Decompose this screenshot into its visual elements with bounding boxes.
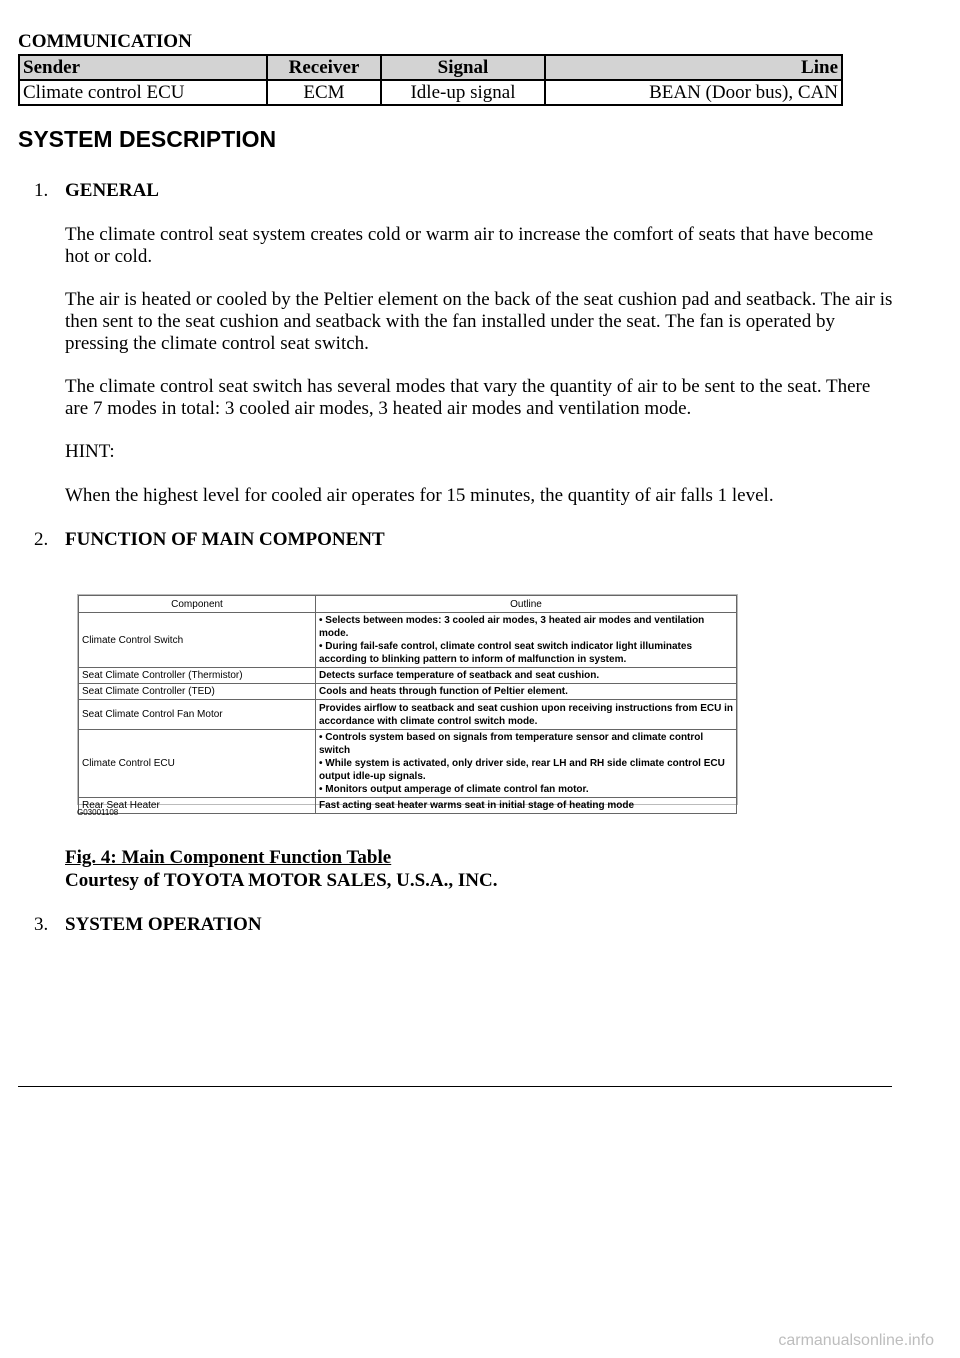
figure-component: Rear Seat Heater xyxy=(79,798,316,814)
watermark: carmanualsonline.info xyxy=(778,1332,934,1349)
cell-signal: Idle-up signal xyxy=(381,80,545,105)
outline-line: • Controls system based on signals from temperature sensor and climate control switch xyxy=(319,732,704,756)
figure-header-outline: Outline xyxy=(316,596,737,613)
main-component-table xyxy=(78,595,737,814)
table-row xyxy=(19,80,842,105)
figure-courtesy: Courtesy of TOYOTA MOTOR SALES, U.S.A., INC. xyxy=(65,870,498,891)
figure-header-row xyxy=(79,596,737,613)
table-row xyxy=(79,798,737,814)
section-number-1: 1. xyxy=(34,180,49,201)
table-row xyxy=(79,684,737,700)
table-row xyxy=(79,668,737,684)
figure-header-component: Component xyxy=(79,596,316,613)
paragraph-general-3: The climate control seat switch has several modes that vary the quantity of air to be sent to the seat. There are 7 modes in total: 3 cooled air modes, 3 heated air modes and ventilation mode. xyxy=(65,376,871,419)
header-sender: Sender xyxy=(19,55,267,80)
section-title-function: FUNCTION OF MAIN COMPONENT xyxy=(65,529,385,550)
header-signal: Signal xyxy=(381,55,545,80)
paragraph-general-1: The climate control seat system creates cold or warm air to increase the comfort of seats that have become hot or cold. xyxy=(65,224,874,267)
header-line: Line xyxy=(545,55,842,80)
figure-outline: Cools and heats through function of Peltier element. xyxy=(316,684,737,700)
figure-component: Climate Control Switch xyxy=(79,613,316,668)
table-row xyxy=(79,613,737,668)
system-description-heading: SYSTEM DESCRIPTION xyxy=(18,126,277,152)
section-title-general: GENERAL xyxy=(65,180,159,201)
table-row xyxy=(79,730,737,798)
figure-outline xyxy=(316,730,737,798)
communication-title: COMMUNICATION xyxy=(18,31,192,52)
figure-caption-link[interactable]: Fig. 4: Main Component Function Table xyxy=(65,847,392,868)
outline-line: • While system is activated, only driver side, rear LH and RH side climate control ECU output idle-up signals. xyxy=(319,758,725,782)
hint-label: HINT: xyxy=(65,441,115,462)
figure-code: G03001108 xyxy=(77,808,119,817)
cell-line: BEAN (Door bus), CAN xyxy=(545,80,842,105)
communication-header-row xyxy=(19,55,842,80)
footer-divider xyxy=(18,1086,892,1087)
outline-line: • During fail-safe control, climate control seat switch indicator light illuminates according to blinking pattern to inform of malfunction in system. xyxy=(319,641,693,665)
outline-line: • Selects between modes: 3 cooled air modes, 3 heated air modes and ventilation mode. xyxy=(319,615,705,639)
hint-text: When the highest level for cooled air operates for 15 minutes, the quantity of air falls 1 level. xyxy=(65,485,774,506)
figure-outline: Detects surface temperature of seatback and seat cushion. xyxy=(316,668,737,684)
outline-line: • Monitors output amperage of climate control fan motor. xyxy=(319,784,589,795)
figure-outline: Provides airflow to seatback and seat cushion upon receiving instructions from ECU in accordance with climate control switch mode. xyxy=(316,700,737,730)
paragraph-general-2: The air is heated or cooled by the Peltier element on the back of the seat cushion pad and seatback. The air is then sent to the seat cushion and seatback with the fan installed under the seat. The fan is operated by pressing the climate control seat switch. xyxy=(65,289,893,354)
cell-receiver: ECM xyxy=(267,80,381,105)
communication-table xyxy=(18,54,843,106)
figure-component: Seat Climate Control Fan Motor xyxy=(79,700,316,730)
figure-component: Seat Climate Controller (Thermistor) xyxy=(79,668,316,684)
header-receiver: Receiver xyxy=(267,55,381,80)
section-title-operation: SYSTEM OPERATION xyxy=(65,914,262,935)
figure-component: Climate Control ECU xyxy=(79,730,316,798)
cell-sender: Climate control ECU xyxy=(19,80,267,105)
section-number-3: 3. xyxy=(34,914,49,935)
figure-component: Seat Climate Controller (TED) xyxy=(79,684,316,700)
main-component-figure xyxy=(77,594,738,811)
figure-outline: Fast acting seat heater warms seat in initial stage of heating mode xyxy=(316,798,737,814)
table-row xyxy=(79,700,737,730)
figure-outline xyxy=(316,613,737,668)
section-number-2: 2. xyxy=(34,529,49,550)
